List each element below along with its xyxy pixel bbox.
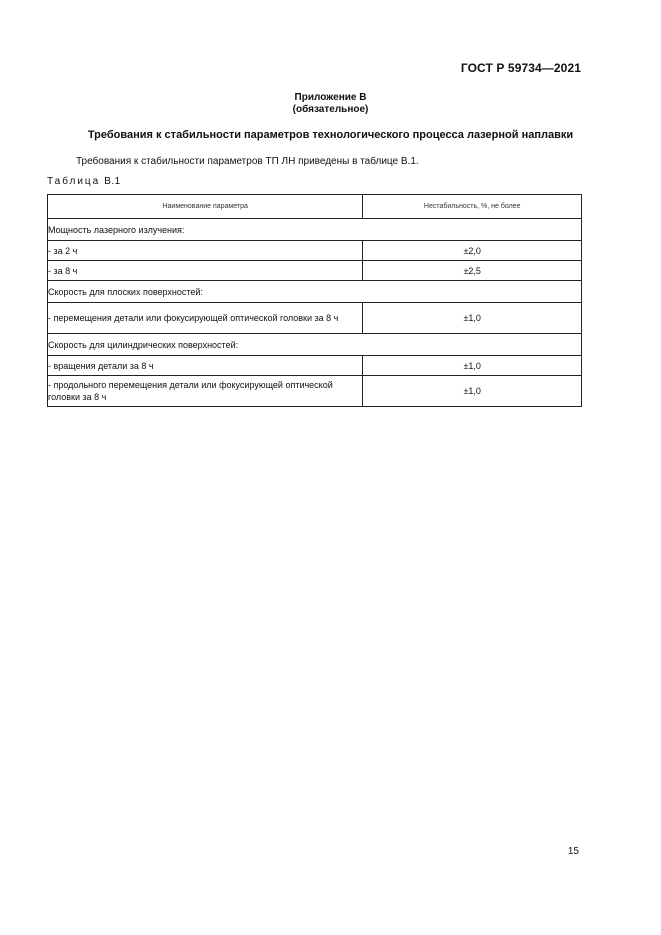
parameters-table: [47, 194, 582, 407]
table-label: [47, 176, 121, 187]
annex-heading: [0, 92, 661, 116]
group-row: [48, 334, 582, 356]
value-cell: ±2,5: [363, 261, 582, 281]
param-cell: - продольного перемещения детали или фокусирующей оптической головки за 8 ч: [48, 376, 363, 407]
table-row: [48, 376, 582, 407]
group-title: Скорость для плоских поверхностей:: [48, 281, 582, 303]
value-cell: ±1,0: [363, 303, 582, 334]
group-title: Скорость для цилиндрических поверхностей:: [48, 334, 582, 356]
group-row: [48, 219, 582, 241]
column-header-parameter: Наименование параметра: [48, 195, 363, 219]
value-cell: ±2,0: [363, 241, 582, 261]
document-code: ГОСТ Р 59734—2021: [460, 61, 581, 75]
param-cell: - вращения детали за 8 ч: [48, 356, 363, 376]
intro-paragraph: Требования к стабильности параметров ТП ЛН приведены в таблице В.1.: [76, 156, 419, 167]
annex-status: (обязательное): [292, 104, 369, 115]
table-label-word: Таблица: [47, 176, 101, 187]
table-row: [48, 356, 582, 376]
group-row: [48, 281, 582, 303]
param-cell: - за 8 ч: [48, 261, 363, 281]
value-cell: ±1,0: [363, 356, 582, 376]
table-row: [48, 303, 582, 334]
table-row: [48, 261, 582, 281]
param-cell: - перемещения детали или фокусирующей оптической головки за 8 ч: [48, 303, 363, 334]
annex-title: Приложение В: [294, 92, 367, 103]
group-title: Мощность лазерного излучения:: [48, 219, 582, 241]
section-title: Требования к стабильности параметров технологического процесса лазерной наплавки: [87, 129, 574, 141]
param-cell: - за 2 ч: [48, 241, 363, 261]
table-label-number: В.1: [104, 176, 121, 187]
page-number: 15: [567, 846, 579, 857]
table-header-row: [48, 195, 582, 219]
table-row: [48, 241, 582, 261]
value-cell: ±1,0: [363, 376, 582, 407]
column-header-instability: Нестабильность, %, не более: [363, 195, 582, 219]
